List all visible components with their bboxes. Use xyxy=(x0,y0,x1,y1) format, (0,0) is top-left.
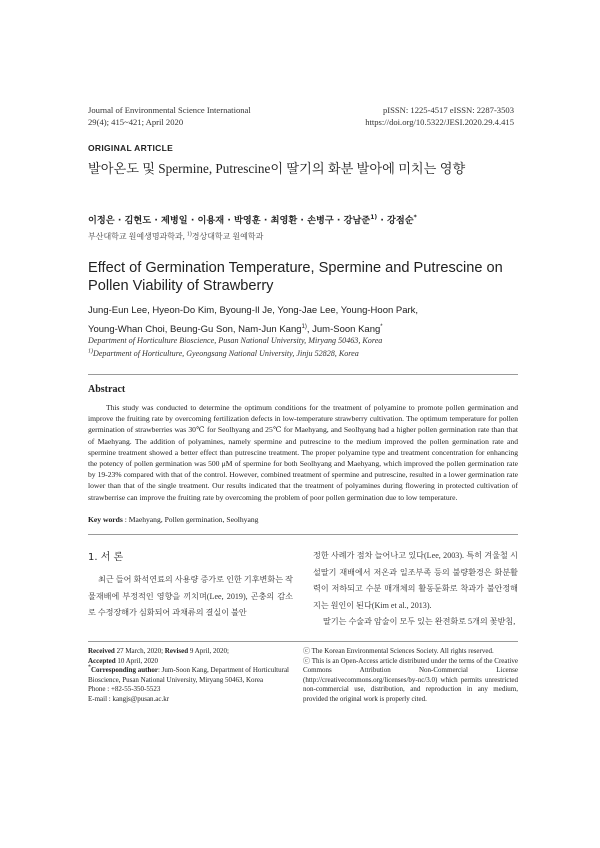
corresponding-mark: * xyxy=(88,664,91,671)
revised-label: Revised xyxy=(164,647,189,655)
issn: pISSN: 1225-4517 eISSN: 2287-3503 xyxy=(382,105,514,115)
keywords xyxy=(88,515,518,524)
received-date: 27 March, 2020; xyxy=(114,647,165,655)
authors-english-line1: Jung-Eun Lee, Hyeon-Do Kim, Byoung-Il Je, Yong-Jae Lee, Young-Hoon Park, xyxy=(88,305,419,316)
copyright-notice: ⓒ The Korean Environmental Sciences Society. All rights reserved. xyxy=(303,647,494,655)
abstract-top-rule xyxy=(88,374,518,375)
affiliation-mark: 1) xyxy=(370,213,378,221)
affiliation-korean-1: 부산대학교 원예생명과학과, xyxy=(88,232,187,241)
authors-korean-tail: · 강점순 xyxy=(377,215,414,226)
affiliation-korean xyxy=(88,231,263,242)
doi-link[interactable]: https://doi.org/10.5322/JESI.2020.29.4.415 xyxy=(365,117,514,127)
authors-english xyxy=(88,301,518,339)
dates-line-2 xyxy=(88,657,303,667)
journal-identifiers xyxy=(365,104,514,128)
keywords-label: Key words xyxy=(88,515,123,524)
footer-rule xyxy=(88,641,518,642)
affiliation-english-1: Department of Horticulture Bioscience, Pusan National University, Miryang 50463, Korea xyxy=(88,336,383,345)
accepted-date: 10 April, 2020 xyxy=(115,656,158,665)
journal-volume: 29(4); 415~421; April 2020 xyxy=(88,117,184,127)
abstract-heading: Abstract xyxy=(88,384,126,395)
received-label: Received xyxy=(88,647,115,655)
affiliation-english xyxy=(88,335,518,360)
affiliation-mark: 1) xyxy=(186,231,192,238)
corresponding-author xyxy=(88,666,303,685)
revised-date: 9 April, 2020; xyxy=(188,647,229,655)
corresponding-mark: * xyxy=(380,323,383,330)
accepted-label: Accepted xyxy=(88,656,116,665)
authors-korean-main: 이정은 · 김현도 · 제병일 · 이용재 · 박영훈 · 최영환 · 손병구 · 강남준 xyxy=(88,215,371,226)
section-heading-intro: 1. 서 론 xyxy=(88,552,124,563)
journal-citation xyxy=(88,104,251,128)
authors-english-line2-text: Young-Whan Choi, Beung-Gu Son, Nam-Jun Kang xyxy=(88,324,302,335)
corresponding-mark: * xyxy=(413,213,417,221)
email[interactable]: E-mail : kangjs@pusan.ac.kr xyxy=(88,694,170,703)
authors-korean xyxy=(88,212,417,226)
intro-right-paragraph-2: 딸기는 수술과 암술이 모두 있는 완전화로 5개의 꽃받침, xyxy=(323,617,516,627)
affiliation-mark: 1) xyxy=(301,323,307,330)
affiliation-korean-2: 경상대학교 원예학과 xyxy=(191,232,264,241)
title-korean: 발아온도 및 Spermine, Putrescine이 딸기의 화분 발아에 미치는 영향 xyxy=(88,161,466,176)
abstract-bottom-rule xyxy=(88,534,518,535)
title-english: Effect of Germination Temperature, Spermine and Putrescine on Pollen Viability of Strawberry xyxy=(88,260,503,294)
abstract-body: This study was conducted to determine the optimum conditions for the treatment of polyamine to promote pollen germination and improve the fruiting rate by overcoming fertilization defects in low-temperature strawberry cultivation. The optimum temperature for pollen germination of strawberries was 30℃ for Seolhyang and 25℃ for Maehyang, and Seolhyang had a higher pollen germination rate than that of Maehyang. The addition of polyamines, namely spermine and putrescine to the medium improved the pollen germination rate and spermine treatment showed a better effect than putrescine treatment. The proper polyamine type and treatment concentration for enhancing the potency of pollen germination was 500 μM of spermine for both Seolhyang and Maehyang, which improved the pollen germination rate by 19-23% compared with that of the control. However, combined treatment of spermine and putrescine, resulted in a lower germination rate lower than that of the single treatment. Our results indicated that the treatment of polyamines during flowering in protected cultivation of strawberrise can improve the fruiting rate by overcoming the problem of poor pollen germination due to low temperature. xyxy=(88,403,518,502)
journal-name: Journal of Environmental Science International xyxy=(88,105,251,115)
affiliation-english-2-row xyxy=(88,348,518,361)
dates-line-1 xyxy=(88,647,303,657)
intro-right-paragraph-1: 정한 사례가 점차 늘어나고 있다(Lee, 2003). 특히 겨울철 시설딸기 재배에서 저온과 일조부족 등의 불량환경은 화분활력이 저하되고 수분 매개체의 활동둔화로 착과가 불안정해지는 원인이 된다(Kim et al., 2013). xyxy=(313,551,518,610)
corresponding-label: Corresponding author xyxy=(91,666,158,675)
affiliation-mark: 1) xyxy=(88,347,93,354)
intro-left-paragraph: 최근 들어 화석연료의 사용량 증가로 인한 기후변화는 작물재배에 부정적인 영향을 끼치며(Lee, 2019), 곤충의 감소로 수정장해가 심화되어 과채류의 결실이 불안 xyxy=(88,575,293,618)
corresponding-text: : Jum-Soon Kang, Department of Horticultural Bioscience, Pusan National University, Miryang 50463, Korea xyxy=(88,666,289,684)
authors-english-line2-tail: , Jum-Soon Kang xyxy=(306,324,381,335)
affiliation-english-2: Department of Horticulture, Gyeongsang National University, Jinju 52828, Korea xyxy=(93,348,359,358)
phone: Phone : +82-55-350-5523 xyxy=(88,685,161,694)
footer-left xyxy=(88,647,303,705)
article-type: ORIGINAL ARTICLE xyxy=(88,143,174,153)
license-notice: ⓒ This is an Open-Access article distributed under the terms of the Creative Commons Attribution Non-Commercial License (http://creativecommons.org/licenses/by-nc/3.0) which permits unrestricted non-commercial use, distribution, and reproduction in any medium, provided the original work is properly cited. xyxy=(303,656,518,703)
footer-right xyxy=(303,647,518,705)
intro-right-column xyxy=(313,548,518,631)
keywords-value: : Maehyang, Pollen germination, Seolhyang xyxy=(122,515,259,524)
